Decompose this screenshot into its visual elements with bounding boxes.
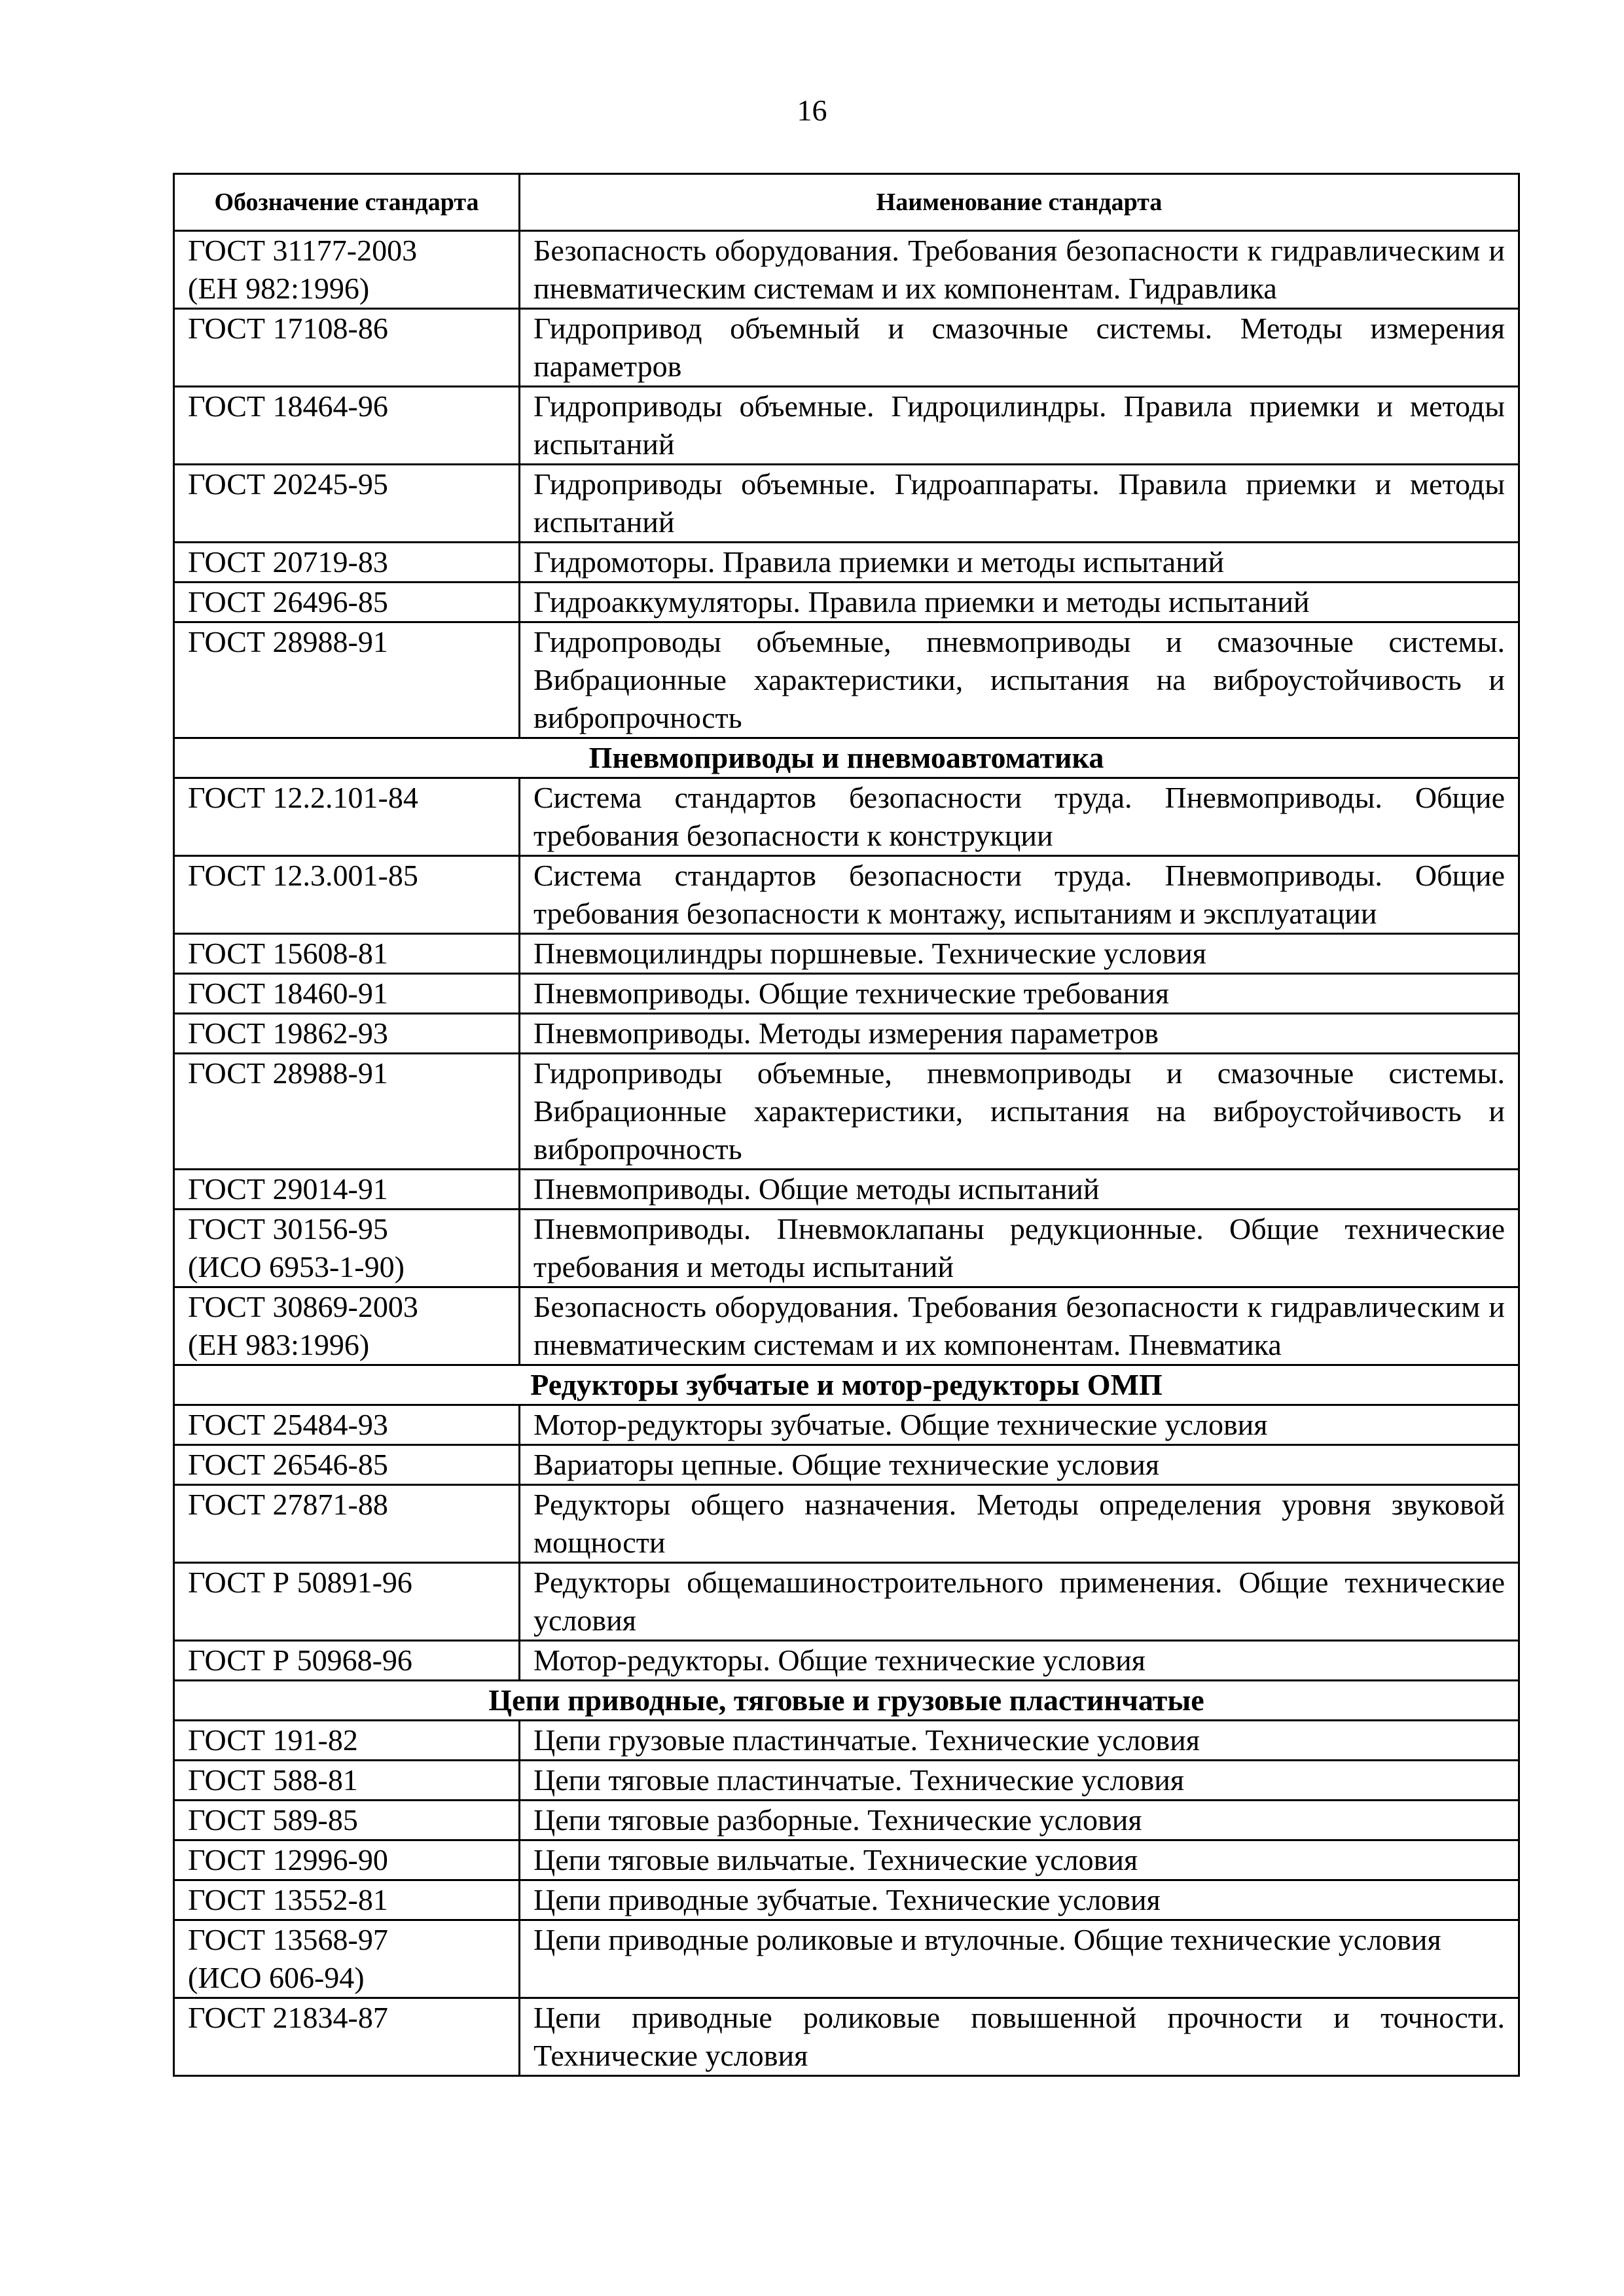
designation-line: ГОСТ 18460-91 [188, 977, 388, 1010]
standard-designation [174, 465, 520, 543]
designation-line: ГОСТ 27871-88 [188, 1488, 388, 1521]
table-header-row [174, 174, 1519, 231]
table-row [174, 1721, 1519, 1761]
standard-designation [174, 231, 520, 309]
standard-designation [174, 1880, 520, 1920]
standard-name: Гидроприводы объемные, пневмоприводы и смазочные системы. Вибрационные характеристики, испытания на виброустойчивость и вибропрочность [520, 1054, 1519, 1170]
designation-line: ГОСТ 19862-93 [188, 1016, 388, 1050]
standard-designation [174, 1210, 520, 1287]
table-row [174, 974, 1519, 1014]
column-header-designation: Обозначение стандарта [174, 174, 520, 231]
standard-name: Цепи тяговые пластинчатые. Технические условия [520, 1761, 1519, 1801]
designation-line: ГОСТ 20719-83 [188, 545, 388, 579]
designation-line: ГОСТ 191-82 [188, 1723, 358, 1757]
standard-designation [174, 1287, 520, 1365]
standard-name: Гидропроводы объемные, пневмоприводы и смазочные системы. Вибрационные характеристики, испытания на виброустойчивость и вибропрочность [520, 622, 1519, 738]
standard-designation [174, 856, 520, 934]
table-row [174, 622, 1519, 738]
table-row [174, 1445, 1519, 1485]
table-row [174, 1920, 1519, 1998]
standard-name: Безопасность оборудования. Требования безопасности к гидравлическим и пневматическим системам и их компонентам. Гидравлика [520, 231, 1519, 309]
table-row [174, 1840, 1519, 1880]
standard-designation [174, 974, 520, 1014]
designation-line: ГОСТ 13552-81 [188, 1883, 388, 1916]
standard-designation [174, 1054, 520, 1170]
table-row [174, 1801, 1519, 1840]
designation-line: ГОСТ 20245-95 [188, 467, 388, 501]
table-row [174, 1998, 1519, 2076]
section-title: Редукторы зубчатые и мотор-редукторы ОМП [174, 1365, 1519, 1405]
section-heading-row [174, 738, 1519, 778]
designation-line: ГОСТ 589-85 [188, 1803, 358, 1837]
standard-designation [174, 1998, 520, 2076]
designation-line: ГОСТ 30156-95 [188, 1212, 388, 1246]
standard-name: Гидропривод объемный и смазочные системы. Методы измерения параметров [520, 309, 1519, 387]
designation-line: ГОСТ Р 50968-96 [188, 1643, 412, 1677]
standard-designation [174, 583, 520, 622]
standard-name: Гидроприводы объемные. Гидроцилиндры. Правила приемки и методы испытаний [520, 387, 1519, 465]
designation-line: (ЕН 983:1996) [188, 1328, 370, 1361]
standard-name: Пневмоцилиндры поршневые. Технические условия [520, 934, 1519, 974]
table-row [174, 778, 1519, 856]
standard-name: Система стандартов безопасности труда. Пневмоприводы. Общие требования безопасности к конструкции [520, 778, 1519, 856]
column-header-name: Наименование стандарта [520, 174, 1519, 231]
standard-designation [174, 622, 520, 738]
standard-designation [174, 1405, 520, 1445]
standard-name: Цепи тяговые разборные. Технические условия [520, 1801, 1519, 1840]
designation-line: ГОСТ 17108-86 [188, 312, 388, 345]
designation-line: ГОСТ 12.2.101-84 [188, 781, 418, 814]
table-row [174, 1405, 1519, 1445]
standard-name: Вариаторы цепные. Общие технические условия [520, 1445, 1519, 1485]
table-row [174, 465, 1519, 543]
designation-line: ГОСТ 31177-2003 [188, 234, 418, 267]
table-row [174, 1170, 1519, 1210]
designation-line: ГОСТ 15608-81 [188, 937, 388, 970]
standard-designation [174, 1761, 520, 1801]
standard-name: Гидроаккумуляторы. Правила приемки и методы испытаний [520, 583, 1519, 622]
standard-designation [174, 778, 520, 856]
standard-designation [174, 387, 520, 465]
standard-name: Гидромоторы. Правила приемки и методы испытаний [520, 543, 1519, 583]
table-row [174, 1014, 1519, 1054]
standard-name: Безопасность оборудования. Требования безопасности к гидравлическим и пневматическим системам и их компонентам. Пневматика [520, 1287, 1519, 1365]
standard-name: Мотор-редукторы. Общие технические условия [520, 1641, 1519, 1681]
standard-name: Редукторы общемашиностроительного применения. Общие технические условия [520, 1563, 1519, 1641]
section-heading-row [174, 1365, 1519, 1405]
designation-line: (ЕН 982:1996) [188, 272, 370, 305]
standard-name: Пневмоприводы. Методы измерения параметров [520, 1014, 1519, 1054]
standards-table [173, 173, 1520, 2077]
standard-name: Пневмоприводы. Общие методы испытаний [520, 1170, 1519, 1210]
table-row [174, 1761, 1519, 1801]
standard-name: Гидроприводы объемные. Гидроаппараты. Правила приемки и методы испытаний [520, 465, 1519, 543]
standard-name: Цепи приводные зубчатые. Технические условия [520, 1880, 1519, 1920]
standard-name: Мотор-редукторы зубчатые. Общие технические условия [520, 1405, 1519, 1445]
standard-designation [174, 934, 520, 974]
standard-designation [174, 1014, 520, 1054]
table-row [174, 231, 1519, 309]
designation-line: ГОСТ 29014-91 [188, 1172, 388, 1206]
standard-name: Цепи грузовые пластинчатые. Технические условия [520, 1721, 1519, 1761]
designation-line: ГОСТ 26496-85 [188, 585, 388, 619]
standard-designation [174, 543, 520, 583]
table-row [174, 934, 1519, 974]
standard-designation [174, 1641, 520, 1681]
table-row [174, 583, 1519, 622]
table-body [174, 231, 1519, 2076]
designation-line: ГОСТ 28988-91 [188, 1056, 388, 1090]
designation-line: ГОСТ 12.3.001-85 [188, 859, 418, 892]
section-title: Цепи приводные, тяговые и грузовые пластинчатые [174, 1681, 1519, 1721]
table-row [174, 543, 1519, 583]
standard-designation [174, 1445, 520, 1485]
table-row [174, 1054, 1519, 1170]
section-heading-row [174, 1681, 1519, 1721]
table-row [174, 1641, 1519, 1681]
table-row [174, 1210, 1519, 1287]
standard-designation [174, 1920, 520, 1998]
table-row [174, 1287, 1519, 1365]
designation-line: (ИСО 6953-1-90) [188, 1250, 405, 1283]
standard-designation [174, 1563, 520, 1641]
designation-line: ГОСТ 12996-90 [188, 1843, 388, 1876]
standard-name: Система стандартов безопасности труда. Пневмоприводы. Общие требования безопасности к монтажу, испытаниям и эксплуатации [520, 856, 1519, 934]
table-row [174, 309, 1519, 387]
designation-line: (ИСО 606-94) [188, 1961, 365, 1994]
designation-line: ГОСТ 28988-91 [188, 625, 388, 658]
standard-designation [174, 1485, 520, 1563]
standard-name: Редукторы общего назначения. Методы определения уровня звуковой мощности [520, 1485, 1519, 1563]
standard-name: Пневмоприводы. Пневмоклапаны редукционные. Общие технические требования и методы испытаний [520, 1210, 1519, 1287]
section-title: Пневмоприводы и пневмоавтоматика [174, 738, 1519, 778]
standard-name: Цепи приводные роликовые и втулочные. Общие технические условия [520, 1920, 1519, 1998]
standard-name: Пневмоприводы. Общие технические требования [520, 974, 1519, 1014]
page-number: 16 [797, 94, 827, 127]
table-row [174, 1485, 1519, 1563]
standard-designation [174, 1801, 520, 1840]
standard-designation [174, 1721, 520, 1761]
designation-line: ГОСТ 30869-2003 [188, 1290, 418, 1323]
designation-line: ГОСТ 26546-85 [188, 1448, 388, 1481]
standard-designation [174, 1170, 520, 1210]
designation-line: ГОСТ 13568-97 [188, 1923, 388, 1956]
designation-line: ГОСТ 21834-87 [188, 2001, 388, 2034]
table-row [174, 1563, 1519, 1641]
designation-line: ГОСТ Р 50891-96 [188, 1566, 412, 1599]
standard-name: Цепи тяговые вильчатые. Технические условия [520, 1840, 1519, 1880]
table-row [174, 387, 1519, 465]
standard-name: Цепи приводные роликовые повышенной прочности и точности. Технические условия [520, 1998, 1519, 2076]
designation-line: ГОСТ 25484-93 [188, 1408, 388, 1441]
standard-designation [174, 309, 520, 387]
standard-designation [174, 1840, 520, 1880]
table-row [174, 1880, 1519, 1920]
table-row [174, 856, 1519, 934]
designation-line: ГОСТ 588-81 [188, 1763, 358, 1797]
designation-line: ГОСТ 18464-96 [188, 389, 388, 423]
